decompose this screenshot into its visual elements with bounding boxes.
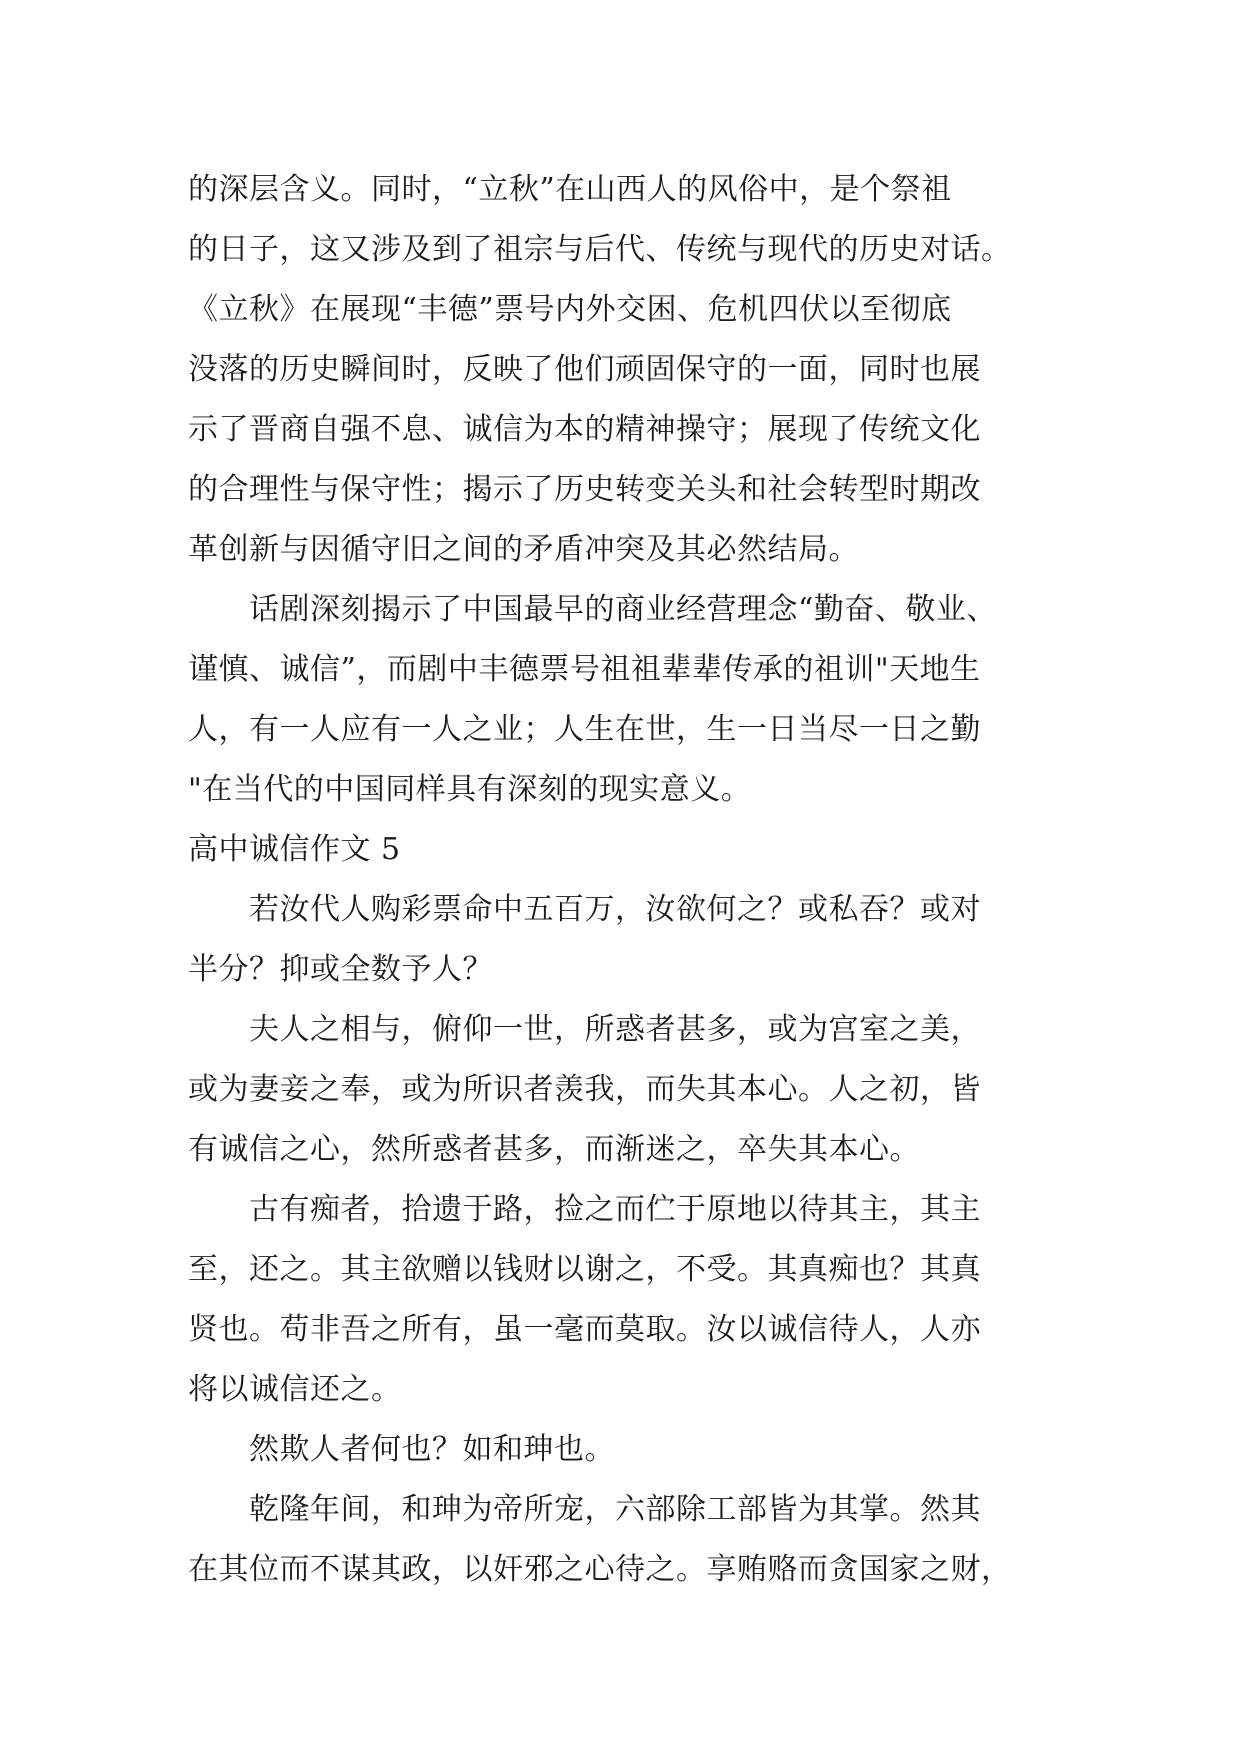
text-line: 然欺人者何也？如和珅也。 — [188, 1432, 615, 1467]
text-line: 的日子，这又涉及到了祖宗与后代、传统与现代的历史对话。 — [188, 232, 1012, 267]
text-line: 《立秋》在展现“丰德”票号内外交困、危机四伏以至彻底 — [188, 292, 952, 327]
text-line: 乾隆年间，和珅为帝所宠，六部除工部皆为其掌。然其 — [188, 1492, 981, 1527]
text-line: 的合理性与保守性；揭示了历史转变关头和社会转型时期改 — [188, 472, 981, 507]
text-line: 将以诚信还之。 — [188, 1372, 402, 1407]
text-line: 人，有一人应有一人之业；人生在世，生一日当尽一日之勤 — [188, 712, 981, 747]
text-line: 示了晋商自强不息、诚信为本的精神操守；展现了传统文化 — [188, 412, 981, 447]
section-heading: 高中诚信作文 5 — [188, 832, 401, 867]
text-line: 贤也。苟非吾之所有，虽一毫而莫取。汝以诚信待人，人亦 — [188, 1312, 981, 1347]
text-line: 古有痴者，拾遗于路，捡之而伫于原地以待其主，其主 — [188, 1192, 981, 1227]
text-line: 谨慎、诚信”，而剧中丰德票号祖祖辈辈传承的祖训"天地生 — [188, 652, 981, 687]
text-line: 若汝代人购彩票命中五百万，汝欲何之？或私吞？或对 — [188, 892, 981, 927]
text-line: 至，还之。其主欲赠以钱财以谢之，不受。其真痴也？其真 — [188, 1252, 981, 1287]
text-line: 有诚信之心，然所惑者甚多，而渐迷之，卒失其本心。 — [188, 1132, 920, 1167]
text-line: 在其位而不谋其政，以奸邪之心待之。享贿赂而贪国家之财， — [188, 1552, 1012, 1587]
text-line: 没落的历史瞬间时，反映了他们顽固保守的一面，同时也展 — [188, 352, 981, 387]
text-line: 的深层含义。同时，“立秋”在山西人的风俗中，是个祭祖 — [188, 172, 952, 207]
text-line: 半分？抑或全数予人？ — [188, 952, 493, 987]
text-line: 革创新与因循守旧之间的矛盾冲突及其必然结局。 — [188, 532, 859, 567]
text-line: 话剧深刻揭示了中国最早的商业经营理念“勤奋、敬业、 — [188, 592, 997, 627]
text-line: 夫人之相与，俯仰一世，所惑者甚多，或为宫室之美， — [188, 1012, 981, 1047]
text-line: "在当代的中国同样具有深刻的现实意义。 — [188, 772, 752, 807]
text-line: 或为妻妾之奉，或为所识者羡我，而失其本心。人之初，皆 — [188, 1072, 981, 1107]
